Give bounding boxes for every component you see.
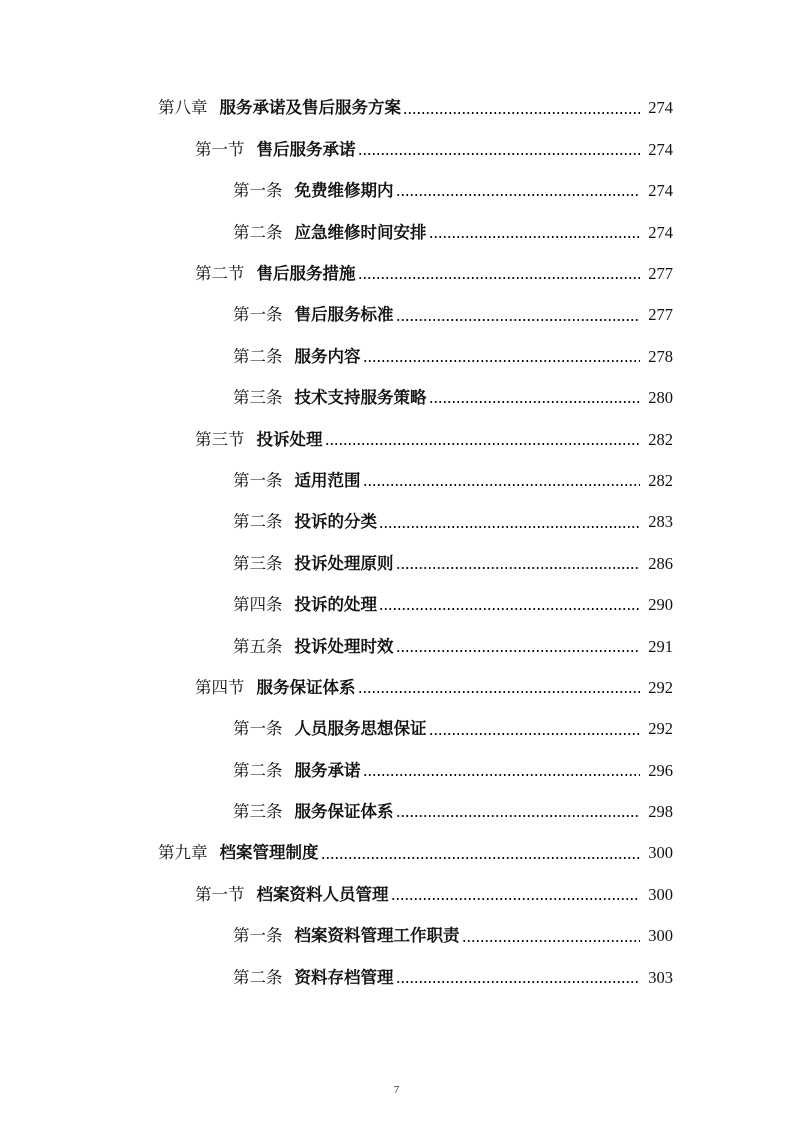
toc-entry-title: 投诉处理原则 [294, 553, 394, 573]
dot-leader [379, 607, 640, 611]
toc-article-entry[interactable] [0, 626, 793, 667]
dot-leader [429, 732, 641, 736]
toc-entry-label: 第二条 [233, 346, 283, 366]
page-number: 7 [393, 1084, 400, 1096]
toc-entry-label: 第五条 [233, 636, 283, 656]
dot-leader [379, 525, 640, 529]
toc-entry-page-number: 296 [648, 760, 673, 780]
dot-leader [396, 566, 641, 570]
toc-entry-label: 第一条 [233, 305, 283, 325]
toc-entry-label: 第四条 [233, 595, 283, 615]
toc-entry-page-number: 300 [648, 843, 673, 863]
toc-section-entry[interactable] [0, 129, 793, 170]
toc-entry-title: 服务保证体系 [256, 677, 356, 697]
toc-entry-page-number: 300 [648, 926, 673, 946]
toc-entry-title: 售后服务措施 [256, 264, 356, 283]
table-of-contents [0, 88, 793, 999]
toc-entry-page-number: 300 [648, 884, 673, 904]
toc-entry-label: 第三条 [233, 802, 283, 822]
toc-article-entry[interactable] [0, 585, 793, 626]
toc-entry-title: 服务保证体系 [294, 802, 394, 822]
toc-entry-label: 第一条 [233, 926, 283, 946]
toc-entry-page-number: 278 [648, 346, 673, 366]
toc-entry-page-number: 274 [648, 139, 673, 159]
toc-entry-label: 第八章 [158, 98, 208, 118]
dot-leader [396, 814, 641, 818]
toc-article-entry[interactable] [0, 336, 793, 377]
toc-chapter-entry[interactable] [0, 833, 793, 874]
toc-entry-label: 第九章 [158, 843, 208, 863]
toc-entry-title: 服务承诺及售后服务方案 [219, 98, 401, 118]
dot-leader [358, 152, 641, 156]
toc-article-entry[interactable] [0, 295, 793, 336]
toc-entry-page-number: 277 [648, 264, 673, 283]
toc-article-entry[interactable] [0, 461, 793, 502]
toc-entry-title: 档案资料管理工作职责 [294, 926, 460, 946]
dot-leader [391, 897, 641, 901]
dot-leader [363, 773, 641, 777]
dot-leader [358, 276, 641, 280]
toc-entry-title: 人员服务思想保证 [294, 719, 427, 739]
dot-leader [429, 235, 641, 239]
toc-entry-page-number: 282 [648, 470, 673, 490]
toc-entry-label: 第二条 [233, 512, 283, 532]
toc-entry-page-number: 286 [648, 553, 673, 573]
toc-entry-page-number: 280 [648, 388, 673, 408]
toc-entry-page-number: 277 [648, 305, 673, 325]
toc-entry-page-number: 282 [648, 429, 673, 449]
toc-entry-label: 第一条 [233, 719, 283, 739]
toc-article-entry[interactable] [0, 792, 793, 833]
toc-article-entry[interactable] [0, 378, 793, 419]
toc-entry-page-number: 274 [648, 222, 673, 242]
toc-entry-title: 服务承诺 [294, 760, 361, 780]
toc-entry-page-number: 303 [648, 967, 673, 987]
toc-entry-title: 资料存档管理 [294, 967, 394, 987]
dot-leader [396, 318, 641, 322]
toc-article-entry[interactable] [0, 543, 793, 584]
toc-entry-page-number: 274 [648, 181, 673, 201]
toc-entry-title: 免费维修期内 [294, 181, 394, 201]
toc-entry-title: 投诉的分类 [294, 512, 377, 532]
toc-entry-page-number: 283 [648, 512, 673, 532]
toc-entry-title: 投诉处理 [256, 429, 323, 449]
toc-entry-label: 第二节 [195, 264, 245, 283]
toc-entry-title: 售后服务标准 [294, 305, 394, 325]
toc-entry-label: 第一节 [195, 139, 245, 159]
toc-entry-label: 第一条 [233, 470, 283, 490]
dot-leader [321, 856, 641, 860]
toc-entry-label: 第三条 [233, 388, 283, 408]
toc-section-entry[interactable] [0, 667, 793, 708]
dot-leader [429, 400, 641, 404]
dot-leader [396, 193, 641, 197]
toc-entry-title: 适用范围 [294, 470, 361, 490]
toc-article-entry[interactable] [0, 212, 793, 253]
toc-entry-title: 售后服务承诺 [256, 139, 356, 159]
toc-entry-page-number: 292 [648, 719, 673, 739]
toc-entry-title: 技术支持服务策略 [294, 388, 427, 408]
toc-article-entry[interactable] [0, 502, 793, 543]
toc-entry-label: 第三条 [233, 553, 283, 573]
toc-entry-label: 第二条 [233, 760, 283, 780]
toc-article-entry[interactable] [0, 171, 793, 212]
dot-leader [462, 939, 641, 943]
toc-entry-page-number: 292 [648, 677, 673, 697]
toc-article-entry[interactable] [0, 709, 793, 750]
toc-entry-label: 第二条 [233, 222, 283, 242]
toc-entry-title: 档案资料人员管理 [256, 884, 389, 904]
dot-leader [396, 980, 641, 984]
toc-entry-title: 档案管理制度 [219, 843, 319, 863]
toc-entry-title: 应急维修时间安排 [294, 222, 427, 242]
dot-leader [363, 359, 641, 363]
toc-entry-label: 第一条 [233, 181, 283, 201]
toc-article-entry[interactable] [0, 750, 793, 791]
toc-entry-label: 第三节 [195, 429, 245, 449]
dot-leader [325, 442, 641, 446]
dot-leader [358, 690, 641, 694]
toc-entry-label: 第四节 [195, 677, 245, 697]
toc-article-entry[interactable] [0, 957, 793, 998]
toc-section-entry[interactable] [0, 254, 793, 295]
toc-section-entry[interactable] [0, 419, 793, 460]
toc-entry-label: 第一节 [195, 884, 245, 904]
toc-chapter-entry[interactable] [0, 88, 793, 129]
toc-entry-title: 投诉处理时效 [294, 636, 394, 656]
dot-leader [403, 111, 640, 115]
dot-leader [363, 483, 641, 487]
dot-leader [396, 649, 641, 653]
toc-article-entry[interactable] [0, 916, 793, 957]
toc-entry-page-number: 298 [648, 802, 673, 822]
toc-section-entry[interactable] [0, 874, 793, 915]
toc-entry-page-number: 274 [648, 98, 673, 118]
toc-entry-title: 服务内容 [294, 346, 361, 366]
toc-entry-title: 投诉的处理 [294, 595, 377, 615]
toc-entry-label: 第二条 [233, 967, 283, 987]
toc-entry-page-number: 290 [648, 595, 673, 615]
toc-entry-page-number: 291 [648, 636, 673, 656]
